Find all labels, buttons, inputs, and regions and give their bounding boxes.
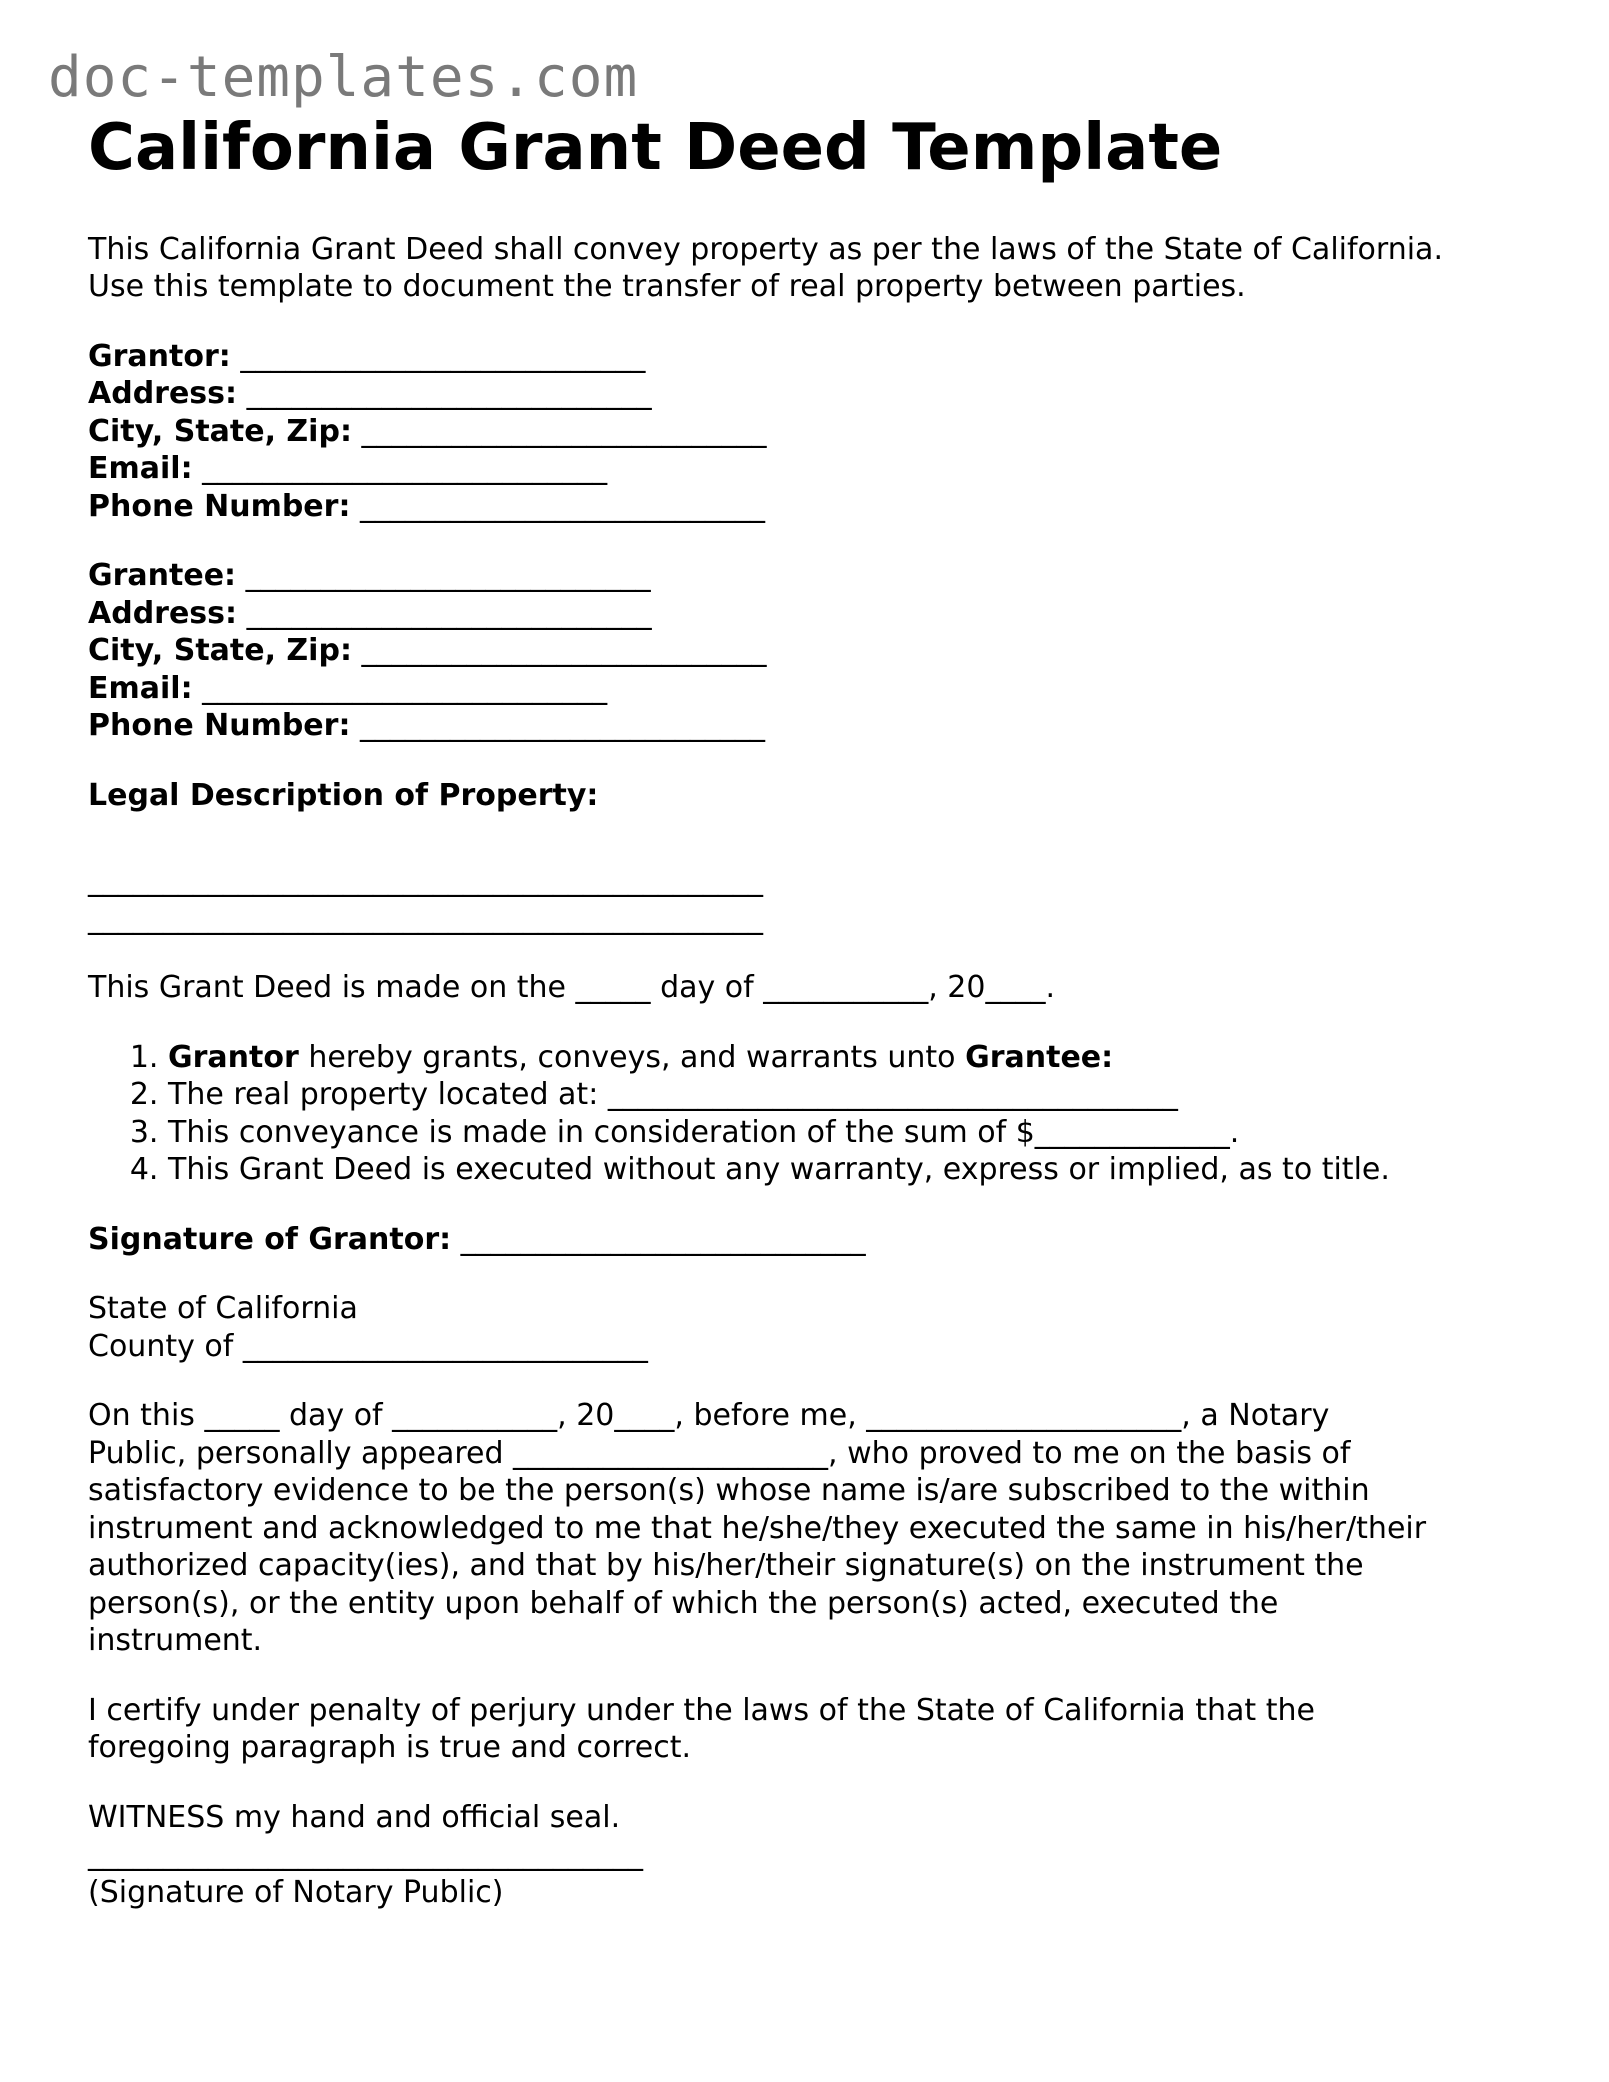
legal-description-lines [88,862,1538,937]
clause-grantor-term: Grantor [168,1039,299,1075]
acknowledgment-line-2: Public, personally appeared _____________________, who proved to me on the basis of [88,1435,1351,1471]
grantor-city-label: City, State, Zip: [88,413,352,449]
clause-1-text: hereby grants, conveys, and warrants unto [298,1039,966,1075]
document-body [88,110,1538,1943]
grantee-phone-label: Phone Number: [88,708,351,744]
grantee-city-row [88,633,766,668]
grantee-city-label: City, State, Zip: [88,633,352,669]
grantee-city-blank: ___________________________ [361,633,767,669]
certify-line-1: I certify under penalty of perjury under the laws of the State of California that the [88,1692,1315,1728]
grantee-address-blank: ___________________________ [246,595,652,631]
made-on-statement: This Grant Deed is made on the _____ day of ___________, 20____. [88,970,1056,1006]
grantee-name-row [88,558,651,593]
document-title: California Grant Deed Template [88,111,1223,185]
grantor-address-label: Address: [88,376,238,412]
grantee-phone-row [88,708,765,743]
grantor-address-blank: ___________________________ [246,376,652,412]
grantor-name-row [88,339,645,374]
acknowledgment-line-6: person(s), or the entity upon behalf of which the person(s) acted, executed the [88,1585,1279,1621]
grantor-email-row [88,451,607,486]
legal-description-heading: Legal Description of Property: [88,777,599,813]
intro-line-2: Use this template to document the transfer of real property between parties. [88,269,1246,305]
certify-paragraph [88,1692,1538,1767]
grantee-address-row [88,596,652,631]
clause-item-1 [168,1039,1538,1077]
grantor-address-row [88,376,652,411]
acknowledgment-line-1: On this _____ day of ___________, 20____, before me, _____________________, a Notary [88,1398,1330,1434]
acknowledgment-paragraph [88,1397,1538,1660]
acknowledgment-line-4: instrument and acknowledged to me that he/she/they executed the same in his/her/their [88,1510,1427,1546]
watermark-logo: doc-templates.com [48,45,639,110]
grantor-email-blank: ___________________________ [202,451,608,487]
venue-county-row [88,1329,648,1364]
grantee-email-blank: ___________________________ [202,670,608,706]
grantor-name-blank: ___________________________ [240,338,646,374]
grantor-phone-label: Phone Number: [88,488,351,524]
certify-line-2: foregoing paragraph is true and correct. [88,1730,692,1766]
venue-block [88,1290,1538,1365]
grantor-signature-label: Signature of Grantor: [88,1221,452,1257]
grantor-signature-row [88,1221,1538,1259]
acknowledgment-line-3: satisfactory evidence to be the person(s) whose name is/are subscribed to the within [88,1473,1370,1509]
grantor-phone-blank: ___________________________ [360,488,765,524]
clause-item-4: 4. This Grant Deed is executed without any warranty, express or implied, as to title. [168,1151,1538,1189]
legal-description-line-2: _____________________________________________ [88,900,763,936]
grantee-email-row [88,671,607,706]
intro-line-1: This California Grant Deed shall convey property as per the laws of the State of California. [88,231,1443,267]
legal-description-line-1: _____________________________________________ [88,863,763,899]
grantee-address-label: Address: [88,595,238,631]
clauses-list [88,1039,1538,1189]
grantee-email-label: Email: [88,670,193,706]
venue-county-label: County of [88,1328,234,1364]
grantor-signature-blank: ___________________________ [460,1221,866,1257]
grantor-name-label: Grantor: [88,338,231,374]
acknowledgment-line-5: authorized capacity(ies), and that by his/her/their signature(s) on the instrument the [88,1548,1364,1584]
grantee-phone-blank: ___________________________ [360,708,765,744]
grantor-phone-row [88,489,765,524]
grantor-section [88,338,1538,526]
witness-statement: WITNESS my hand and official seal. [88,1799,621,1835]
grantee-section [88,557,1538,745]
clause-item-2: 2. The real property located at: ______________________________________ [168,1076,1538,1114]
venue-county-blank: ___________________________ [242,1328,648,1364]
notary-signature-blank: _____________________________________ [88,1837,643,1873]
intro-paragraph [88,231,1538,306]
notary-signature-label: (Signature of Notary Public) [88,1874,504,1910]
grantor-city-blank: ___________________________ [361,413,767,449]
clause-grantee-term: Grantee: [965,1039,1114,1075]
grantor-email-label: Email: [88,451,193,487]
grantee-name-blank: ___________________________ [245,558,651,594]
venue-state: State of California [88,1291,358,1327]
clause-item-3: 3. This conveyance is made in consideration of the sum of $_____________. [168,1114,1538,1152]
grantor-city-row [88,414,766,449]
grantee-name-label: Grantee: [88,558,237,594]
acknowledgment-line-7: instrument. [88,1623,263,1659]
witness-block [88,1799,1538,1912]
